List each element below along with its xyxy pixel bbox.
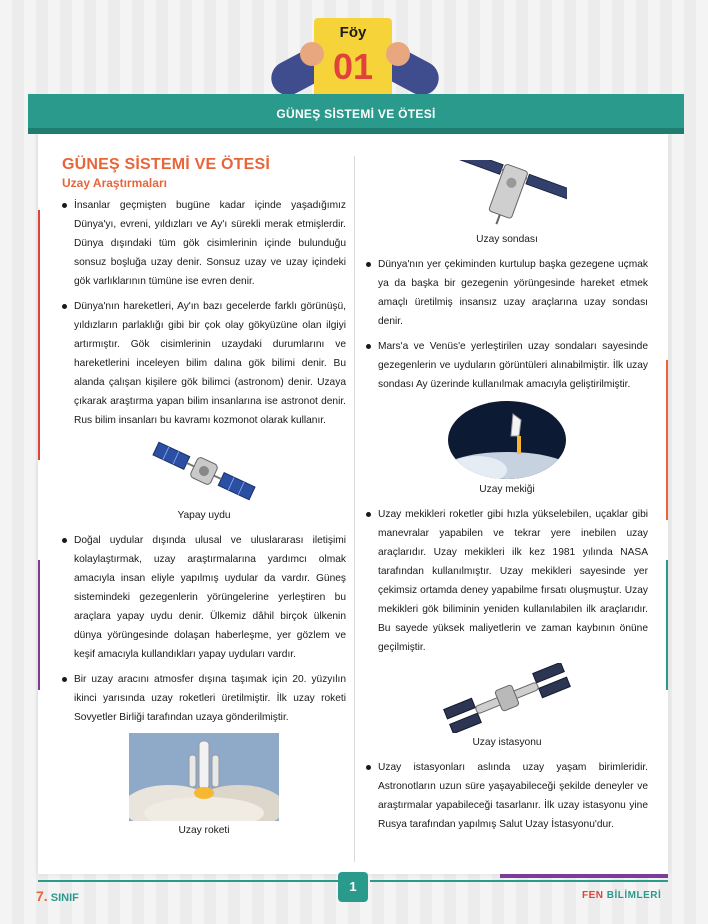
- column-divider: [354, 156, 355, 862]
- subject-word-1: FEN: [582, 890, 607, 901]
- footer-accent: [500, 874, 668, 878]
- subject-word-2: BİLİMLERİ: [606, 890, 662, 901]
- right-column: [366, 160, 648, 840]
- satellite-caption: Yapay uydu: [177, 510, 231, 521]
- section-subtitle: Uzay Araştırmaları: [62, 176, 167, 190]
- page-number: 1: [349, 879, 357, 894]
- paragraph-rocket: Bir uzay aracını atmosfer dışına taşımak için 20. yüzyılın ikinci yarısında uzay roketleri üretilmiştir. İlk uzay roketi Sovyetler Birliği tarafından uzaya gönderilmiştir.: [62, 670, 346, 727]
- footer-rule-left: [38, 880, 338, 882]
- paragraph-space-station: Uzay istasyonları aslında uzay yaşam birimleridir. Astronotların uzun süre yaşayabileceği şekilde deneyler ve araştırmalar yapabileceği tasarlanır. İlk uzay istasyonu yine Rusya tarafından yapılmış Salut Uzay İstasyonu'dur.: [366, 758, 648, 834]
- satellite-icon: [149, 436, 259, 506]
- grade-label: [36, 888, 79, 904]
- left-accent-bar-purple: [38, 560, 40, 690]
- shuttle-caption: Uzay mekiği: [479, 484, 535, 495]
- header-title: GÜNEŞ SİSTEMİ VE ÖTESİ: [276, 107, 436, 121]
- section-title: GÜNEŞ SİSTEMİ VE ÖTESİ: [62, 156, 270, 173]
- header-banner: [28, 94, 684, 134]
- paragraph-probe-images: Mars'a ve Venüs'e yerleştirilen uzay sondaları sayesinde gezegenlerin ve uyduların görüntüleri alınabilmiştir. İlk uzay sondası Ay üzerinde kullanılmak amacıyla geliştirilmiştir.: [366, 337, 648, 394]
- tab-label: Föy: [339, 24, 367, 41]
- left-column: [62, 156, 346, 846]
- rocket-launch-image: [129, 733, 279, 821]
- space-probe-icon: [447, 160, 567, 230]
- paragraph-space-probe: Dünya'nın yer çekiminden kurtulup başka gezegene uçmak ya da başka bir gezegenin yörüngesinde hareket etmek amaçlı üretilmiş insansız uzay araçlarına uzay sondası denir.: [366, 255, 648, 331]
- footer-rule-right: [370, 880, 668, 882]
- subject-label: [582, 890, 661, 901]
- worksheet-tab: [314, 18, 392, 98]
- left-accent-bar-red: [38, 210, 40, 460]
- right-accent-bar-teal: [666, 560, 668, 690]
- right-hand-illustration: [386, 42, 410, 66]
- left-hand-illustration: [300, 42, 324, 66]
- grade-word: SINIF: [50, 892, 79, 904]
- rocket-caption: Uzay roketi: [178, 825, 230, 836]
- probe-caption: Uzay sondası: [476, 234, 538, 245]
- grade-number: 7.: [36, 888, 48, 904]
- paragraph-space-shuttle: Uzay mekikleri roketler gibi hızla yükselebilen, uçaklar gibi manevralar yapabilen ve tekrar yere inebilen uzay araçlarıdır. Uzay mekikleri ilk kez 1981 yılında NASA tarafından kullanılmıştır. Uzay mekikleri sayesinde yer çekimsiz ortamda deney yapabilme fırsatı oluşmuştur. Uzay mekikleri gök biliminin yeniden kullanılabilen ilk araçlarıdır. Bu sayede yüksek maliyetlerin ve zaman kaybının önüne geçilmiştir.: [366, 505, 648, 657]
- paragraph-artificial-satellite: Doğal uydular dışında ulusal ve uluslararası iletişimi kolaylaştırmak, uzay araştırmalarına yardımcı olmak amacıyla insan eliyle yapılmış uydular da vardır. Güneş sistemindeki gezegenlerin yörüngelerine yerleştiren bu araçlara yapay uydu denir. Ülkemiz dâhil birçok ülkenin dünya yörüngesinde dolaşan haberleşme, yer gözlem ve keşif amacıyla kullandıkları yapay uyduları vardır.: [62, 531, 346, 664]
- paragraph-astronomy: Dünya'nın hareketleri, Ay'ın bazı gecelerde farklı görünüşü, yıldızların parlaklığı gibi bir çok olay gökyüzüne olan ilgiyi artırmıştır. Gök cisimlerinin uzaydaki durumlarını ve hareketlerini inceleyen bilim dalına gök bilimi denir. Bu alanda çalışan kişilere gök bilimci (astronom) denir. Uzaya çıkarak araştırma yapan bilim insanlarına ise astronot denir. Rus bilim insanları bu kavramı kozmonot olarak kullanır.: [62, 297, 346, 430]
- station-caption: Uzay istasyonu: [472, 737, 542, 748]
- paragraph-space-intro: İnsanlar geçmişten bugüne kadar içinde yaşadığımız Dünya'yı, evreni, yıldızları ve Ay'ı sürekli merak etmişlerdir. Dünya dışındaki tüm gök cisimlerinin içinde bulunduğu sonsuz boşluğa uzay denir. Sonsuz uzay ve uzay içindeki gök varlıklarının tümüne ise evren denir.: [62, 196, 346, 291]
- space-shuttle-image: [447, 400, 567, 480]
- page-number-badge: [338, 872, 368, 902]
- space-station-icon: [442, 663, 572, 733]
- right-accent-bar-orange: [666, 360, 668, 520]
- tab-number: 01: [332, 46, 374, 87]
